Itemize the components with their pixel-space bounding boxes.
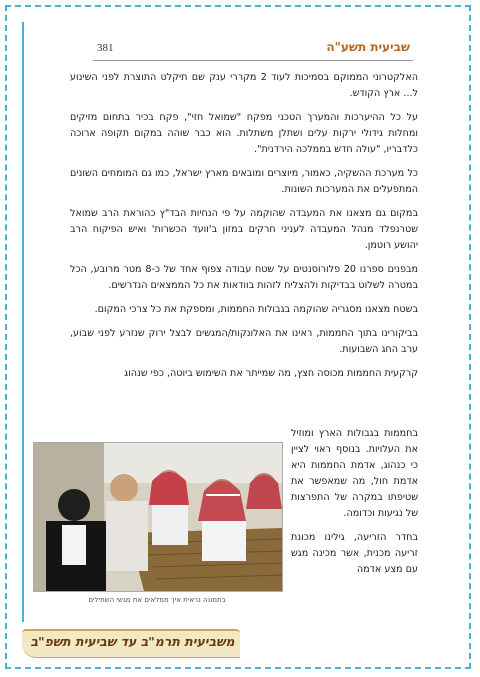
photo-caption: בתמונה נראית איך ממלאים את מגשי השתילים — [88, 596, 226, 604]
paragraph: במקום גם מצאנו את המעבדה שהוקמה על פי הנחיות הבד"ץ כהוראת הרב שמואל שטרנפלד מנהל המעבדה לעניני חרקים במזון ב'וועד הכשרות' ואיש הפיקוח הרב יהושע רוטמן. — [70, 208, 418, 251]
paragraph: קרקעית החממות מכוסה חצץ, מה שמייתר את השימוש ביוטה, כפי שנהוג — [124, 368, 418, 379]
paragraph: על כל ההיערכות והמערך הטכני מפקח "שמואל חזי", פקח בכיר בתחום מזיקים ומחלות גידולי ירקות עלים ושתלן משתלות. הוא כבר שוהה במקום תקופה ארוכה כלדבריו, "עולה חדש בממלכה הירדנית". — [70, 112, 418, 155]
paragraph: בשטח מצאנו מסגריה שהוקמה בגבולות החממות, ומספקת את כל צרכי המקום. — [94, 304, 418, 315]
article-photo — [33, 442, 283, 592]
footer-banner-text: משביעית תרמ"ב עד שביעית תשפ"ב — [30, 634, 235, 649]
header-rule — [93, 60, 413, 61]
paragraph: בחדר הזריעה, גילינו מכונת זריעה מכנית, אשר מכינה מגש עם מצע אדמה — [291, 532, 418, 575]
article-body — [70, 70, 418, 390]
running-title: שביעית תשע"ה — [326, 40, 410, 54]
side-column — [291, 426, 418, 586]
photo-illustration — [34, 443, 282, 591]
paragraph: מבפנים ספרנו 20 פלורוסנטים על שטח עבודה צפוף אחד של כ-8 מטר מרובע, הכל במטרה לשלוט בבדיקות ולהצליח לזהות בוודאות את כל הממצאים הנדרשים. — [70, 264, 419, 291]
paragraph: בחממות בגבולות הארץ ומוזיל את העלויות. בנוסף ראוי לציין כי כנהוג, אדמת החממות היא אדמת חול, מה שמאפשר את שטיפתו במקרה של התפרצות של נגיעות וכדומה. — [291, 428, 418, 519]
margin-line — [22, 22, 24, 622]
paragraph: בביקורינו בתוך החממות, ראינו את האלונקות/המגשים לבצל ירוק שנזרע לפני שבוע, ערב החג השבועות. — [70, 328, 418, 355]
paragraph: האלקטרוני הממוקם בסמיכות לעוד 2 מקררי ענק שם תיקלט התוצרת לפני השינוע ל... ארץ הקודש. — [70, 72, 418, 99]
paragraph: כל מערכת ההשקיה, כאמור, מיוצרים ומובאים מארץ ישראל, כמו גם המומחים השונים המתפעלים את המערכות השונות. — [70, 168, 418, 195]
page-number: 381 — [97, 42, 114, 54]
